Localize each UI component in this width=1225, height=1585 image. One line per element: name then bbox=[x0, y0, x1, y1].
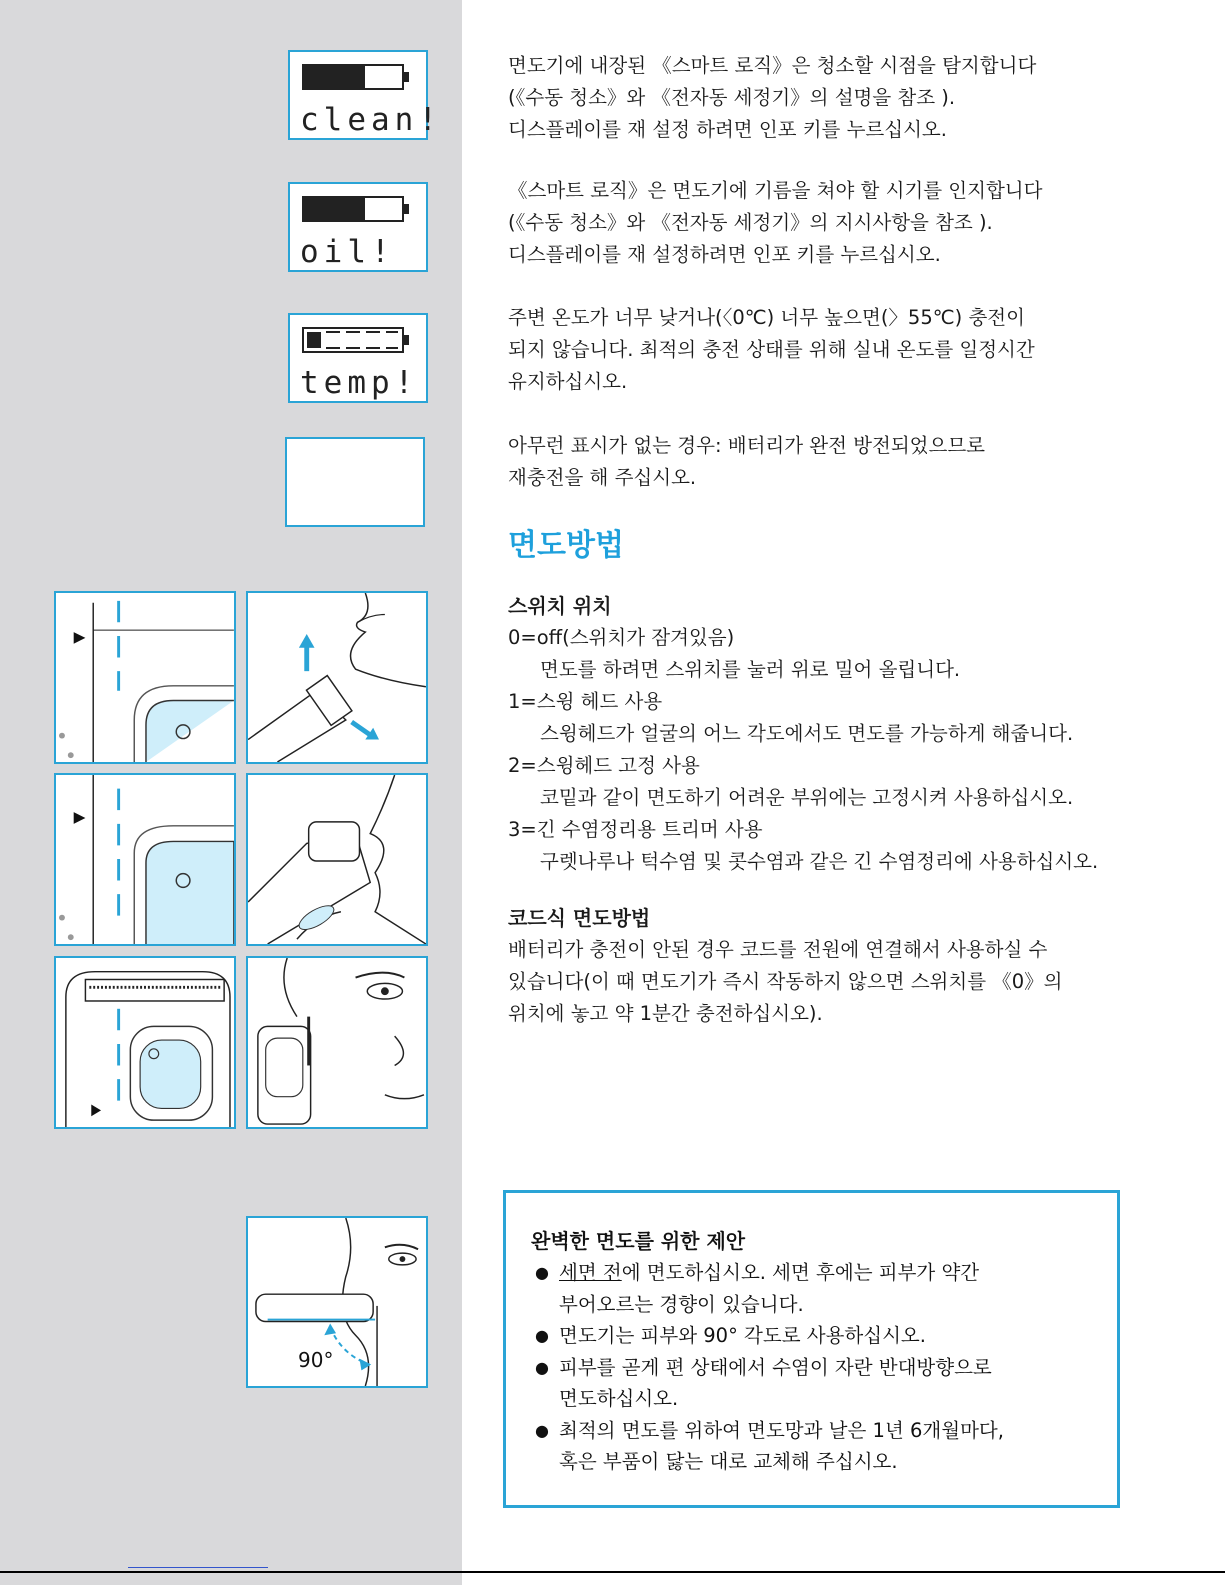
display-text: temp! bbox=[300, 365, 419, 401]
switch-line: 2=스윙헤드 고정 사용 bbox=[508, 754, 700, 777]
angle-label: 90° bbox=[298, 1348, 334, 1372]
bullet-icon: ● bbox=[535, 1357, 549, 1377]
switch-line: 3=긴 수염정리용 트리머 사용 bbox=[508, 818, 763, 841]
tip-item bbox=[531, 1320, 1004, 1352]
cord-line: 배터리가 충전이 안된 경우 코드를 전원에 연결해서 사용하실 수 bbox=[508, 938, 1048, 961]
tip-text: 부어오르는 경향이 있습니다. bbox=[559, 1292, 804, 1316]
tip-text: 피부를 곧게 편 상태에서 수염이 자란 반대방향으로 bbox=[559, 1355, 992, 1379]
switch-line: 코밑과 같이 면도하기 어려운 부위에는 고정시켜 사용하십시오. bbox=[540, 786, 1074, 809]
trimmer-use-illustration bbox=[246, 956, 428, 1129]
trimmer-illustration bbox=[54, 956, 236, 1129]
display-empty bbox=[285, 437, 425, 527]
text-line: 유지하십시오. bbox=[508, 370, 628, 393]
battery-segments-icon bbox=[302, 327, 410, 353]
footer-rule bbox=[0, 1571, 1225, 1573]
footer-link-line bbox=[128, 1567, 268, 1568]
para-oil bbox=[508, 175, 1042, 271]
display-clean bbox=[288, 50, 442, 140]
tip-text: 최적의 면도를 위하여 면도망과 날은 1년 6개월마다, bbox=[559, 1418, 1004, 1442]
cord-line: 위치에 놓고 약 1분간 충전하십시오). bbox=[508, 1002, 823, 1025]
text-line: 되지 않습니다. 최적의 충전 상태를 위해 실내 온도를 일정시간 bbox=[508, 338, 1035, 361]
text-line: 재충전을 해 주십시오. bbox=[508, 466, 697, 489]
bullet-icon: ● bbox=[535, 1326, 549, 1345]
switch-line: 구렛나루나 턱수염 및 콧수염과 같은 긴 수염정리에 사용하십시오. bbox=[540, 850, 1099, 873]
display-temp bbox=[288, 313, 428, 403]
cord-heading: 코드식 면도방법 bbox=[508, 906, 651, 930]
text-line: 디스플레이를 재 설정하려면 인포 키를 누르십시오. bbox=[508, 243, 941, 266]
display-oil bbox=[288, 182, 428, 272]
tips-title: 완벽한 면도를 위한 제안 bbox=[531, 1229, 746, 1253]
switch-position-1-illustration bbox=[54, 773, 236, 946]
cord-section bbox=[508, 902, 1063, 1030]
tips-box bbox=[503, 1190, 1120, 1508]
battery-icon bbox=[302, 196, 410, 222]
switch-section bbox=[508, 590, 1098, 878]
text-line: (《수동 청소》와 《전자동 세정기》의 지시사항을 참조 ). bbox=[508, 211, 993, 234]
tip-emphasis: 세면 전 bbox=[559, 1261, 622, 1284]
switch-position-0-illustration bbox=[54, 591, 236, 764]
switch-line: 1=스윙 헤드 사용 bbox=[508, 690, 663, 713]
switch-heading: 스위치 위치 bbox=[508, 594, 612, 618]
tips-list bbox=[531, 1257, 1004, 1478]
switch-line: 면도를 하려면 스위치를 눌러 위로 밀어 올립니다. bbox=[540, 658, 961, 681]
tip-text: 혹은 부품이 닳는 대로 교체해 주십시오. bbox=[559, 1450, 898, 1473]
switch-line: 스윙헤드가 얼굴의 어느 각도에서도 면도를 가능하게 해줍니다. bbox=[540, 722, 1074, 745]
text-line: 면도기에 내장된 《스마트 로직》은 청소할 시점을 탐지합니다 bbox=[508, 54, 1037, 77]
text-line: 디스플레이를 재 설정 하려면 인포 키를 누르십시오. bbox=[508, 118, 947, 141]
shaving-angle-illustration bbox=[246, 1216, 428, 1388]
text-line: 주변 온도가 너무 낮거나(〈0℃) 너무 높으면(〉55℃) 충전이 bbox=[508, 306, 1025, 329]
tip-text: 면도하십시오. bbox=[559, 1387, 679, 1410]
tip-text: 에 면도하십시오. 세면 후에는 피부가 약간 bbox=[621, 1261, 980, 1284]
tip-text: 면도기는 피부와 90° 각도로 사용하십시오. bbox=[559, 1324, 926, 1347]
bullet-icon: ● bbox=[535, 1263, 549, 1282]
tip-item-cont bbox=[531, 1383, 1004, 1415]
tip-item bbox=[531, 1352, 1004, 1384]
tip-item bbox=[531, 1257, 1004, 1289]
cord-line: 있습니다(이 때 면도기가 즉시 작동하지 않으면 스위치를 《0》의 bbox=[508, 970, 1063, 993]
para-temp bbox=[508, 302, 1035, 398]
para-clean bbox=[508, 50, 1036, 146]
display-text: clean! bbox=[300, 102, 442, 138]
text-line: 아무런 표시가 없는 경우: 배터리가 완전 방전되었으므로 bbox=[508, 434, 986, 457]
switch-line: 0=off(스위치가 잠겨있음) bbox=[508, 626, 735, 649]
text-line: 《스마트 로직》은 면도기에 기름을 쳐야 할 시기를 인지합니다 bbox=[508, 179, 1043, 202]
battery-icon bbox=[302, 64, 410, 90]
text-line: (《수동 청소》와 《전자동 세정기》의 설명을 참조 ). bbox=[508, 86, 956, 109]
display-text: oil! bbox=[300, 234, 395, 270]
fixed-head-illustration bbox=[246, 773, 428, 946]
section-title: 면도방법 bbox=[508, 528, 624, 563]
tip-item-cont bbox=[531, 1446, 1004, 1478]
swing-head-illustration bbox=[246, 591, 428, 764]
bullet-icon: ● bbox=[535, 1420, 549, 1440]
tip-item bbox=[531, 1415, 1004, 1447]
para-empty bbox=[508, 430, 985, 494]
tip-item-cont bbox=[531, 1289, 1004, 1321]
